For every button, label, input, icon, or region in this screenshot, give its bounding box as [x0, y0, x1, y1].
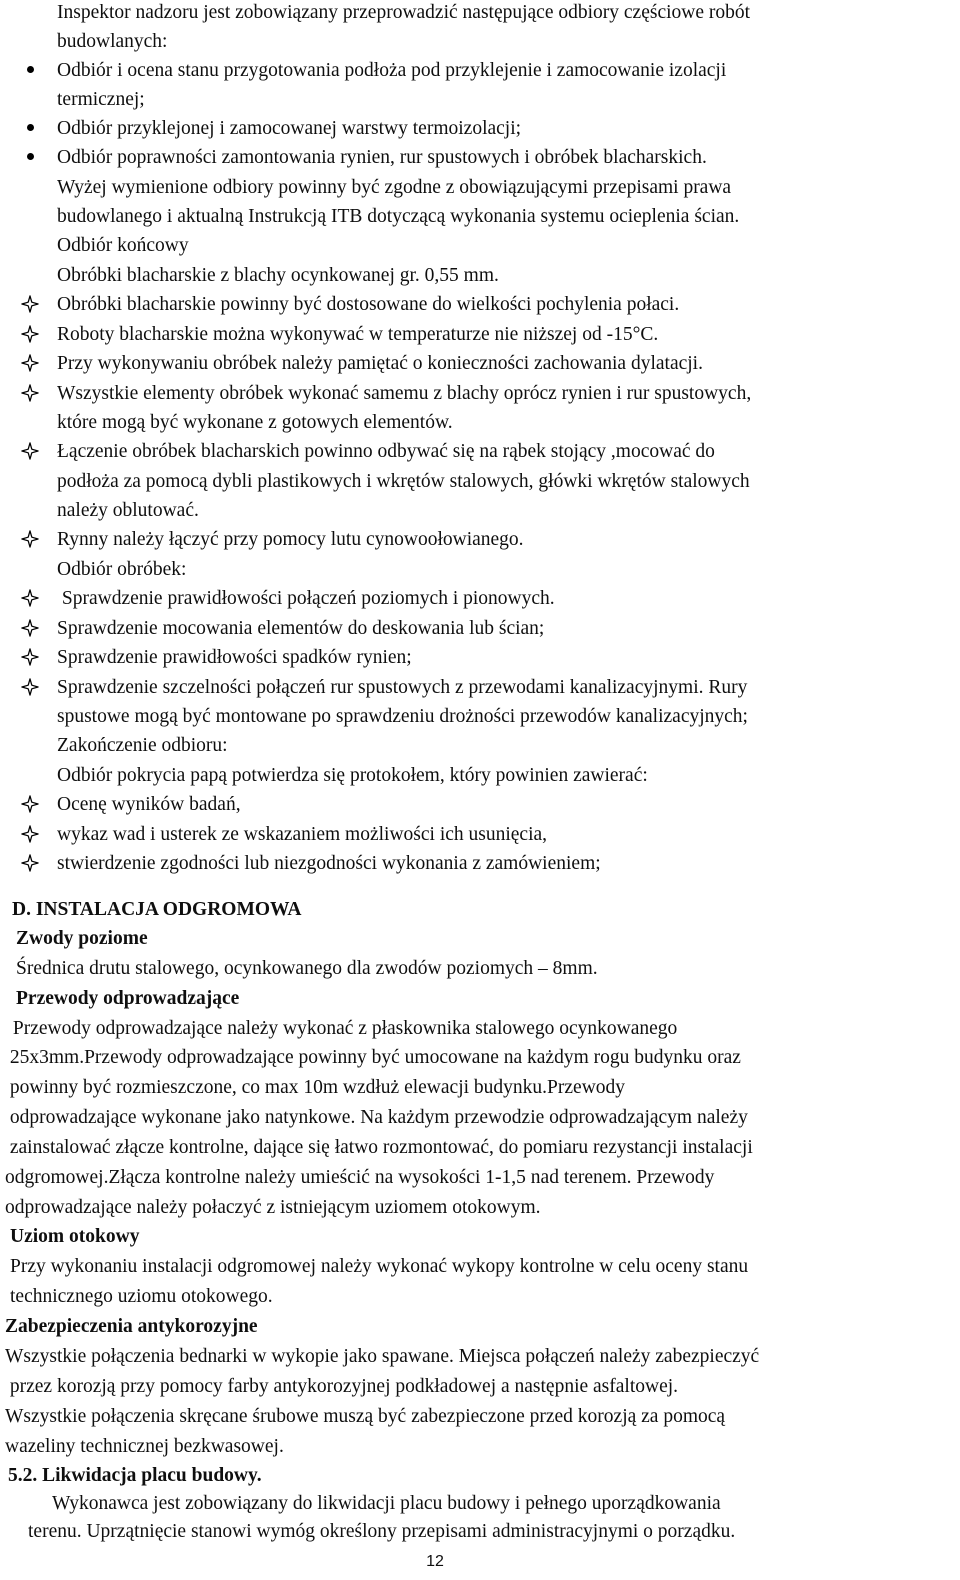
corrosion-line-3: Wszystkie połączenia skręcane śrubowe muszą być zabezpieczone przed korozją za pomocą — [5, 1406, 726, 1427]
protocol-item-1: Ocenę wyników badań, — [57, 794, 241, 815]
page-number: 12 — [426, 1553, 444, 1570]
horizontal-conductors-text: Średnica drutu stalowego, ocynkowanego dla zwodów poziomych – 8mm. — [16, 958, 598, 979]
corrosion-heading: Zabezpieczenia antykorozyjne — [5, 1316, 258, 1337]
bullet-3: Odbiór poprawności zamontowania rynien, rur spustowych i obróbek blacharskich. — [57, 147, 707, 168]
downconductors-line-5: zainstalować złącze kontrolne, dające się łatwo rozmontować, do pomiaru rezystancji instalacji — [5, 1137, 753, 1158]
requirement-5-line-2: podłoża za pomocą dybli plastikowych i wkrętów stalowych, główki wkrętów stalowych — [57, 471, 750, 492]
intro-line-2: budowlanych: — [57, 31, 168, 52]
section-52-heading: 5.2. Likwidacja placu budowy. — [8, 1465, 262, 1486]
section-d-heading: D. INSTALACJA ODGROMOWA — [12, 899, 302, 920]
four-point-star-bullet-icon — [21, 295, 39, 313]
corrosion-line-1: Wszystkie połączenia bednarki w wykopie jako spawane. Miejsca połączeń należy zabezpieczyć — [5, 1346, 760, 1367]
four-point-star-bullet-icon — [21, 384, 39, 402]
round-bullet-icon — [27, 153, 34, 160]
inspection-heading: Odbiór obróbek: — [57, 559, 187, 580]
downconductors-line-4: odprowadzające wykonane jako natynkowe. Na każdym przewodzie odprowadzającym należy — [5, 1107, 748, 1128]
four-point-star-bullet-icon — [21, 825, 39, 843]
inspection-item-2: Sprawdzenie mocowania elementów do deskowania lub ścian; — [57, 618, 545, 639]
sheet-metal-spec: Obróbki blacharskie z blachy ocynkowanej gr. 0,55 mm. — [57, 265, 499, 286]
round-bullet-icon — [27, 124, 34, 131]
downconductors-heading: Przewody odprowadzające — [16, 988, 240, 1009]
requirement-4-line-1: Wszystkie elementy obróbek wykonać samemu z blachy oprócz rynien i rur spustowych, — [57, 383, 752, 404]
section-52-line-1: Wykonawca jest zobowiązany do likwidacji placu budowy i pełnego uporządkowania — [52, 1493, 721, 1514]
downconductors-line-6: odgromowej.Złącza kontrolne należy umieścić na wysokości 1-1,5 nad terenem. Przewody — [5, 1167, 715, 1188]
round-bullet-icon — [27, 66, 34, 73]
bullet-1-line-2: termicznej; — [57, 89, 145, 110]
four-point-star-bullet-icon — [21, 648, 39, 666]
downconductors-line-1: Przewody odprowadzające należy wykonać z płaskownika stalowego ocynkowanego — [8, 1018, 678, 1039]
compliance-line-2: budowlanego i aktualną Instrukcją ITB dotyczącą wykonania systemu ocieplenia ścian. — [57, 206, 740, 227]
earthing-line-2: technicznego uziomu otokowego. — [10, 1286, 273, 1307]
protocol-item-2: wykaz wad i usterek ze wskazaniem możliwości ich usunięcia, — [57, 824, 548, 845]
four-point-star-bullet-icon — [21, 678, 39, 696]
inspection-item-4-line-1: Sprawdzenie szczelności połączeń rur spustowych z przewodami kanalizacyjnymi. Rury — [57, 677, 748, 698]
requirement-1: Obróbki blacharskie powinny być dostosowane do wielkości pochylenia połaci. — [57, 294, 680, 315]
four-point-star-bullet-icon — [21, 854, 39, 872]
bullet-1-line-1: Odbiór i ocena stanu przygotowania podłoża pod przyklejenie i zamocowanie izolacji — [57, 60, 727, 81]
inspection-item-4-line-2: spustowe mogą być montowane po sprawdzeniu drożności przewodów kanalizacyjnych; — [57, 706, 748, 727]
four-point-star-bullet-icon — [21, 325, 39, 343]
four-point-star-bullet-icon — [21, 442, 39, 460]
protocol-line: Odbiór pokrycia papą potwierdza się protokołem, który powinien zawierać: — [57, 765, 648, 786]
corrosion-line-4: wazeliny technicznej bezkwasowej. — [5, 1436, 284, 1457]
earthing-heading: Uziom otokowy — [10, 1226, 140, 1247]
section-52-line-2: terenu. Uprzątnięcie stanowi wymóg określony przepisami administracyjnymi o porządku. — [28, 1521, 736, 1542]
four-point-star-bullet-icon — [21, 619, 39, 637]
four-point-star-bullet-icon — [21, 795, 39, 813]
intro-line-1: Inspektor nadzoru jest zobowiązany przeprowadzić następujące odbiory częściowe robót — [57, 2, 751, 23]
requirement-2: Roboty blacharskie można wykonywać w temperaturze nie niższej od -15°C. — [57, 324, 659, 345]
downconductors-line-2: 25x3mm.Przewody odprowadzające powinny być umocowane na każdym rogu budynku oraz — [5, 1047, 741, 1068]
requirement-4-line-2: które mogą być wykonane z gotowych elementów. — [57, 412, 453, 433]
four-point-star-bullet-icon — [21, 354, 39, 372]
four-point-star-bullet-icon — [21, 589, 39, 607]
earthing-line-1: Przy wykonaniu instalacji odgromowej należy wykonać wykopy kontrolne w celu oceny stanu — [10, 1256, 749, 1277]
protocol-item-3: stwierdzenie zgodności lub niezgodności wykonania z zamówieniem; — [57, 853, 601, 874]
requirement-5-line-1: Łączenie obróbek blacharskich powinno odbywać się na rąbek stojący ,mocować do — [57, 441, 715, 462]
downconductors-line-3: powinny być rozmieszczone, co max 10m wzdłuż elewacji budynku.Przewody — [5, 1077, 626, 1098]
corrosion-line-2: przez korozją przy pomocy farby antykorozyjnej podkładowej a następnie asfaltowej. — [5, 1376, 679, 1397]
requirement-5-line-3: należy oblutować. — [57, 500, 199, 521]
inspection-item-1: Sprawdzenie prawidłowości połączeń poziomych i pionowych. — [57, 588, 555, 609]
requirement-3: Przy wykonywaniu obróbek należy pamiętać o konieczności zachowania dylatacji. — [57, 353, 703, 374]
completion-heading: Zakończenie odbioru: — [57, 735, 228, 756]
final-acceptance: Odbiór końcowy — [57, 235, 189, 256]
compliance-line-1: Wyżej wymienione odbiory powinny być zgodne z obowiązującymi przepisami prawa — [57, 177, 732, 198]
inspection-item-3: Sprawdzenie prawidłowości spadków rynien; — [57, 647, 412, 668]
requirement-6: Rynny należy łączyć przy pomocy lutu cynowoołowianego. — [57, 529, 524, 550]
horizontal-conductors-heading: Zwody poziome — [16, 928, 148, 949]
downconductors-line-7: odprowadzające należy połaczyć z istniejącym uziomem otokowym. — [5, 1197, 541, 1218]
four-point-star-bullet-icon — [21, 530, 39, 548]
bullet-2: Odbiór przyklejonej i zamocowanej warstwy termoizolacji; — [57, 118, 522, 139]
